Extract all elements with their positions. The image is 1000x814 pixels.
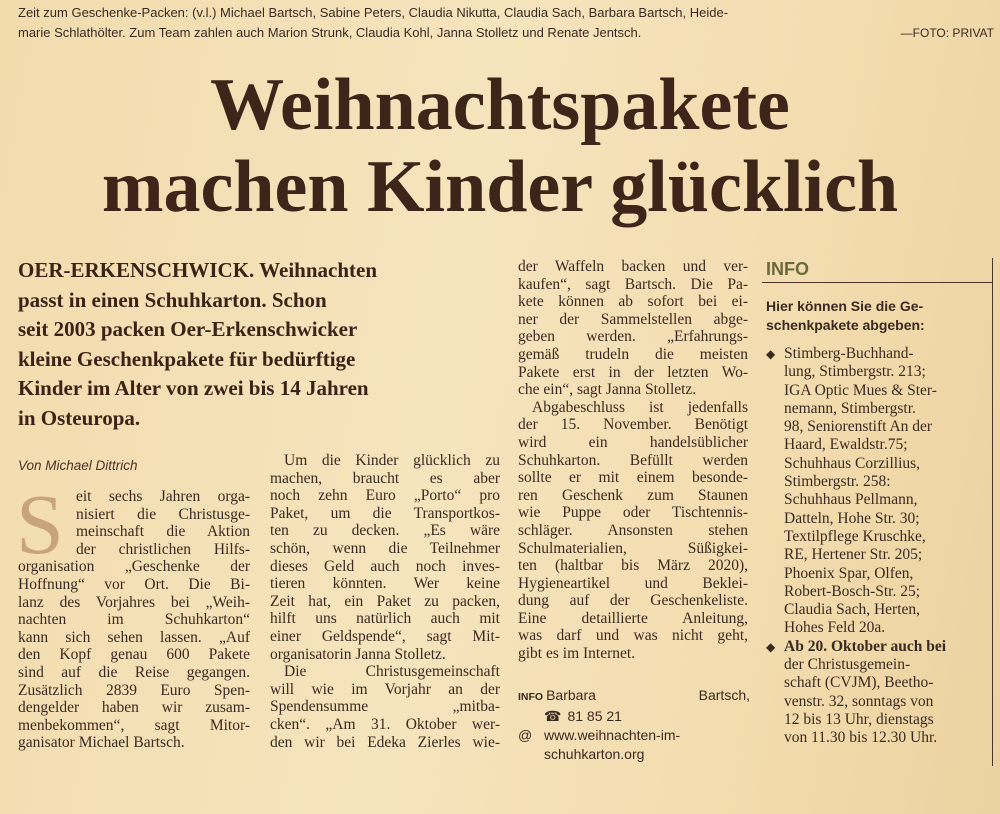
- text-line: Datteln, Hohe Str. 30;: [784, 509, 920, 527]
- phone-icon: ☎: [544, 708, 562, 724]
- text-line: dieses Geld auch noch inves-: [270, 557, 500, 575]
- text-line: Kinder im Alter von zwei bis 14 Jahren: [18, 376, 369, 400]
- text-line: Paket, um die Transportkos-: [270, 504, 500, 522]
- photo-caption: [18, 3, 993, 43]
- text-line: meinschaft die Aktion: [76, 523, 250, 541]
- text-line: nisiert die Christusge-: [76, 505, 250, 523]
- text-line: Die Christusgemeinschaft: [284, 663, 500, 681]
- text-line: schläger. Ansonsten stehen: [518, 521, 748, 539]
- text-line: der 15. November. Benötigt: [518, 416, 748, 434]
- text-line: Zeit hat, ein Paket zu packen,: [270, 592, 500, 610]
- article-column-2: [270, 452, 500, 751]
- text-line: menbekommen“, sagt Mitor-: [18, 716, 250, 734]
- text-line: sollte er mit einem besonde-: [518, 469, 748, 487]
- text-line: Ab 20. Oktober auch bei: [784, 637, 947, 655]
- text-line: dengelder haben wir zusam-: [18, 699, 250, 717]
- text-line: ren Geschenk zum Staunen: [518, 486, 748, 504]
- drop-cap: S: [16, 476, 64, 572]
- text-line: RE, Hertener Str. 205;: [784, 546, 923, 564]
- text-line: dung auf der Geschenkeliste.: [518, 592, 748, 610]
- diamond-bullet-icon: ◆: [766, 347, 776, 361]
- text-line: schenkpakete abgeben:: [766, 317, 925, 333]
- text-line: Phoenix Spar, Olfen,: [784, 564, 914, 582]
- text-line: eit sechs Jahren orga-: [76, 488, 250, 505]
- text-line: Pakete erst in der letzten Wo-: [518, 363, 748, 381]
- info-label: INFO: [518, 691, 544, 703]
- text-line: ganisator Michael Bartsch.: [18, 734, 185, 752]
- text-line: Hoffnung“ vor Ort. Die Bi-: [18, 575, 250, 593]
- contact-info: [518, 686, 750, 764]
- text-line: Hohes Feld 20a.: [784, 619, 886, 637]
- text-line: Zeit zum Geschenke-Packen: (v.l.) Michael Bartsch, Sabine Peters, Claudia Nikutta, Claudia Sach, Barbara Bartsch, Heide-: [18, 5, 729, 20]
- dropoff-locations: [762, 345, 992, 638]
- text-line: will wie im Vorjahr an der: [270, 680, 500, 698]
- text-line: Schulmaterialien, Süßigkei-: [518, 539, 748, 557]
- text-line: von 11.30 bis 12.30 Uhr.: [784, 729, 938, 747]
- text-line: gemäß trudeln die meisten: [518, 345, 748, 363]
- text-line: IGA Optic Mues & Ster-: [784, 381, 937, 399]
- text-line: Zusätzlich 2839 Euro Spen-: [18, 681, 250, 699]
- text-line: kann sich sehen lassen. „Auf: [18, 628, 250, 646]
- text-line: Stimberg-Buchhand-: [784, 345, 914, 362]
- text-line: Schuhhaus Corzillius,: [784, 454, 921, 472]
- text-line: gibt es im Internet.: [518, 645, 636, 663]
- text-line: marie Schlathölter. Zum Team zahlen auch Marion Strunk, Claudia Kohl, Janna Stolletz und Renate Jentsch.: [18, 25, 642, 40]
- diamond-bullet-icon: ◆: [766, 639, 776, 654]
- text-line: 12 bis 13 Uhr, dienstags: [784, 710, 934, 728]
- text-line: lung, Stimbergstr. 213;: [784, 363, 926, 381]
- text-line: in Osteuropa.: [18, 405, 141, 430]
- text-line: einer Geldspende“, sagt Mit-: [270, 627, 500, 645]
- text-line: Hygieneartikel und Beklei-: [518, 574, 748, 592]
- text-line: che ein“, sagt Janna Stolletz.: [518, 381, 697, 399]
- text-line: schaft (CVJM), Beetho-: [784, 674, 934, 692]
- text-line: cken“. „Am 31. Oktober wer-: [270, 715, 500, 733]
- text-line: kaufen“, sagt Bartsch. Die Pa-: [518, 275, 748, 293]
- text-line: Robert-Bosch-Str. 25;: [784, 582, 921, 600]
- info-sidebar: [762, 258, 993, 766]
- text-line: Abgabeschluss ist jedenfalls: [532, 398, 748, 416]
- headline-line-1: Weihnachtspakete: [210, 64, 790, 146]
- byline: Von Michael Dittrich: [18, 458, 138, 473]
- text-line: organisation „Geschenke der: [18, 558, 250, 576]
- text-line: wie Puppe oder Tischtennis-: [518, 504, 748, 522]
- text-line: schön, wenn die Teilnehmer: [270, 539, 500, 557]
- text-line: den wir bei Edeka Zierles wie-: [270, 733, 500, 751]
- text-line: lanz des Vorjahres bei „Weih-: [18, 593, 250, 611]
- text-line: Spendensumme „mitba-: [270, 698, 500, 716]
- article-column-1: [16, 476, 250, 752]
- text-line: Eine detaillierte Anleitung,: [518, 609, 748, 627]
- text-line: tieren könnten. Wer keine: [270, 575, 500, 593]
- text-line: der Waffeln backen und ver-: [518, 258, 748, 275]
- text-line: kleine Geschenkpakete für bedürftige: [18, 346, 356, 371]
- text-line: Um die Kinder glücklich zu: [284, 452, 500, 469]
- text-line: ner der Sammelstellen abge-: [518, 310, 748, 328]
- sidebar-intro: [766, 297, 992, 335]
- text-line: seit 2003 packen Oer-Erkenschwicker: [18, 317, 358, 341]
- text-line: der christlichen Hilfs-: [76, 540, 250, 558]
- text-line: geben werden. „Erfahrungs-: [518, 328, 748, 346]
- text-line: nemann, Stimbergstr.: [784, 399, 916, 417]
- website-link[interactable]: www.weihnachten-im-: [544, 727, 681, 743]
- article-column-3: [518, 258, 748, 663]
- website-link-cont[interactable]: schuhkarton.org: [544, 746, 645, 762]
- text-line: der Christusgemein-: [784, 656, 911, 674]
- text-line: OER-ERKENSCHWICK. Weihnachten: [18, 258, 377, 282]
- text-line: hilft uns natürlich auch mit: [270, 610, 500, 628]
- lead-paragraph: [18, 256, 498, 433]
- text-line: Schuhkarton. Befüllt werden: [518, 451, 748, 469]
- phone-number: 81 85 21: [567, 708, 622, 724]
- at-icon: @: [518, 727, 533, 743]
- photo-credit: —FOTO: PRIVAT: [900, 26, 994, 40]
- text-line: Schuhhaus Pellmann,: [784, 491, 918, 509]
- text-line: was darf und was nicht geht,: [518, 627, 748, 645]
- text-line: den Kopf genau 600 Pakete: [18, 646, 250, 664]
- sidebar-title: INFO: [762, 258, 992, 283]
- text-line: organisatorin Janna Stolletz.: [270, 645, 446, 663]
- headline-line-2: machen Kinder glücklich: [101, 146, 899, 228]
- text-line: Stimbergstr. 258:: [784, 473, 891, 491]
- text-line: passt in einen Schuhkarton. Schon: [18, 287, 327, 312]
- text-line: kete können ab sofort bei ei-: [518, 293, 748, 311]
- text-line: sind auf die Reise gegangen.: [18, 663, 250, 681]
- text-line: wird ein handelsüblicher: [518, 433, 748, 451]
- text-line: ten (haltbar bis März 2020),: [518, 557, 748, 575]
- cvjm-dropoff: [762, 638, 992, 748]
- text-line: 98, Seniorenstift An der: [784, 418, 933, 436]
- text-line: Haard, Ewaldstr.75;: [784, 436, 908, 454]
- contact-surname: Bartsch,: [698, 687, 750, 703]
- text-line: noch zehn Euro „Porto“ pro: [270, 487, 500, 505]
- text-line: nachten im Schuhkarton“: [18, 611, 250, 629]
- text-line: Claudia Sach, Herten,: [784, 601, 921, 619]
- text-line: ten zu decken. „Es wäre: [270, 522, 500, 540]
- text-line: Textilpflege Kruschke,: [784, 527, 926, 545]
- text-line: machen, braucht es aber: [270, 469, 500, 487]
- text-line: Hier können Sie die Ge-: [766, 298, 924, 314]
- text-line: venstr. 32, sonntags von: [784, 692, 934, 710]
- contact-name: Barbara: [546, 687, 596, 703]
